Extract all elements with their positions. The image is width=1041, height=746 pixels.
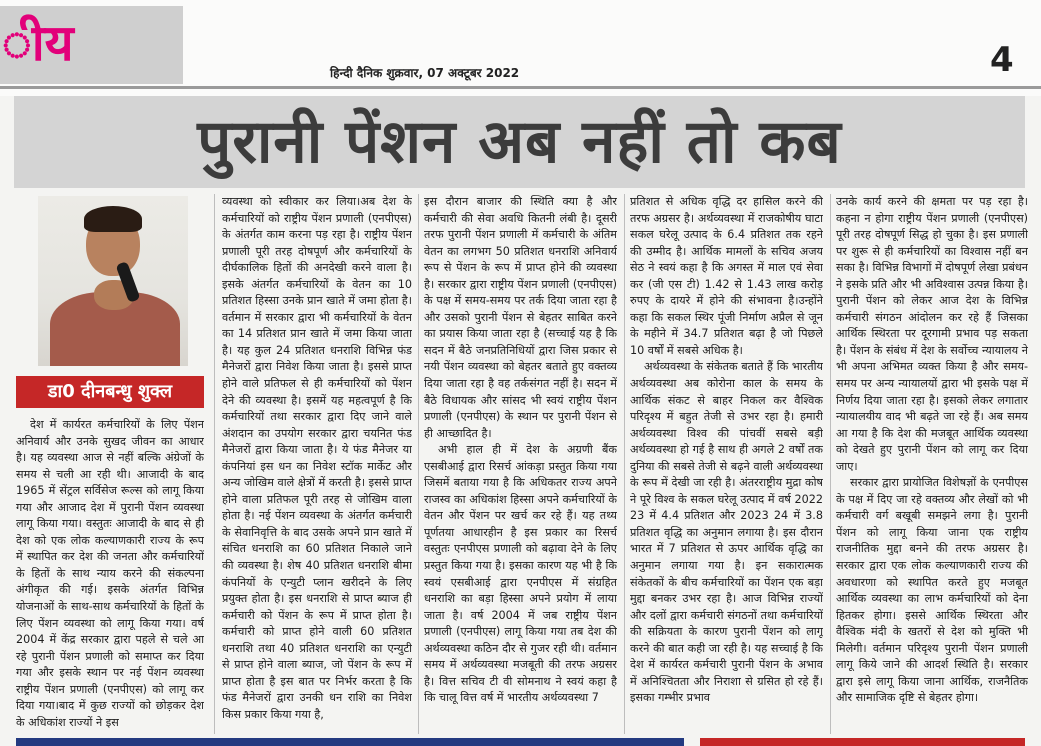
paragraph: उनके कार्य करने की क्षमता पर पड़ रहा है। कहना न होगा राष्ट्रीय पेंशन प्रणाली (एनपीएस) पूरी तरह दोषपूर्ण सिद्ध हो चुका है। इस प्रणाली पर शुरू से ही कर्मचारियों का विश्वास नहीं बन सका है। विभिन्न विभागों में दोषपूर्ण लेखा प्रबंधन ने इसके प्रति और भी अविश्वास उत्पन्न किया है। पुरानी पेंशन को लेकर आज देश के विभिन्न कर्मचारी संगठन आंदोलन कर रहे हैं जिसका आर्थिक स्थिरता पर दूरगामी प्रभाव पड़ सकता है। पेंशन के संबंध में देश के सर्वोच्च न्यायालय ने भी अपना अभिमत व्यक्त किया है और समय-समय पर अन्य न्यायालयों द्वारा भी इसके पक्ष में निर्णय दिया जाता रहा है। इसको लेकर लगातार न्यायालयीय वाद भी बढ़ते जा रहे हैं। अब समय आ गया है कि देश की मजबूत आर्थिक व्यवस्था को देखते हुए पुरानी पेंशन को लागू कर दिया जाए। xyxy=(836,195,1028,473)
author-photo-hair xyxy=(84,206,142,232)
paragraph: अर्थव्यवस्था के संकेतक बताते हैं कि भारतीय अर्थव्यवस्था अब कोरोना काल के समय के आर्थिक संकट से बाहर निकल कर वैश्विक परिदृश्य में बहुत तेजी से उभर रहा है। हमारी अर्थव्यवस्था विश्व की पांचवीं सबसे बड़ी अर्थव्यवस्था हो गई है साथ ही अगले 2 वर्षों तक दुनिया की सबसे तेजी से बढ़ने वाली अर्थव्यवस्था के रूप में देखी जा रही है। अंतरराष्ट्रीय मुद्रा कोष ने पूरे विश्व के सकल घरेलू उत्पाद में वर्ष 2022 23 में 4.4 प्रतिशत और 2023 24 में 3.8 प्रतिशत वृद्धि का अनुमान लगाया है। इस दौरान भारत में 7 प्रतिशत से ऊपर आर्थिक वृद्धि का अनुमान लगाया गया है। इन सकारात्मक संकेतकों के बीच कर्मचारियों का पेंशन एक बड़ा मुद्दा बनकर उभर रहा है। आज विभिन्न राज्यों और दलों द्वारा कर्मचारी संगठनों तथा कर्मचारियों की सक्रियता के कारण पुरानी पेंशन को लागू करने की बात कही जा रही है। यह सच्चाई है कि देश में कार्यरत कर्मचारी पुरानी पेंशन के अभाव में अनिश्चितता और निराशा से ग्रसित हो रहे हैं। इसका गम्भीर प्रभाव xyxy=(630,360,823,705)
masthead xyxy=(0,0,1041,96)
page-number: 4 xyxy=(990,40,1014,80)
paragraph: सरकार द्वारा प्रायोजित विशेषज्ञों के एनपीएस के पक्ष में दिए जा रहे वक्तव्य और लेखों को भी कर्मचारी वर्ग बखूबी समझने लगा है। पुरानी पेंशन को लागू किया जाना एक राष्ट्रीय राजनीतिक मुद्दा बनने की तरफ अग्रसर है। सरकार द्वारा एक लोक कल्याणकारी राज्य की अवधारणा को स्थापित करते हुए मजबूत आर्थिक व्यवस्था का लाभ कर्मचारियों को देना हितकर होगा। इससे आर्थिक स्थिरता और वैश्विक मंदी के खतरों से देश को मुक्ति भी मिलेगी। वर्तमान परिदृश्य पुरानी पेंशन प्रणाली लागू किये जाने की आदर्श स्थिति है। सरकार द्वारा इसे लागू किया जाना आर्थिक, राजनैतिक और सामाजिक दृष्टि से बेहतर होगा। xyxy=(836,476,1028,705)
dateline: हिन्दी दैनिक शुक्रवार, 07 अक्टूबर 2022 xyxy=(330,66,520,80)
article-column-3 xyxy=(424,194,617,740)
author-photo xyxy=(38,196,188,366)
article-column-2 xyxy=(222,194,412,740)
paragraph: व्यवस्था को स्वीकार कर लिया।अब देश के कर्मचारियों को राष्ट्रीय पेंशन प्रणाली (एनपीएस) के अंतर्गत काम करना पड़ रहा है। राष्ट्रीय पेंशन प्रणाली पूरी तरह दोषपूर्ण और कर्मचारियों के दीर्घकालिक हितों की अनदेखी करने वाला है। इसके अंतर्गत कर्मचारियों के वेतन का 10 प्रतिशत हिस्सा उनके प्रान खाते में जमा होता है। वर्तमान में सरकार द्वारा भी कर्मचारियों के वेतन का 14 प्रतिशत प्रान खाते में जमा किया जाता है। यह कुल 24 प्रतिशत धनराशि विभिन्न फंड मैनेजरों द्वारा निवेश किया जाता है। इससे प्राप्त होने वाले प्रतिफल से ही कर्मचारियों को पेंशन देने की व्यवस्था है। इसमें यह महत्वपूर्ण है कि कर्मचारियों तथा सरकार द्वारा दिए जाने वाले अंशदान का उपयोग सरकार द्वारा चयनित फंड मैनेजरों द्वारा किया जाता है। ये फंड मैनेजर या कंपनियां इस धन का निवेश स्टॉक मार्केट और अन्य जोखिम वाले क्षेत्रों में करती है। इससे प्राप्त होने वाला प्रतिफल पूरी तरह से जोखिम वाला होता है। नई पेंशन व्यवस्था के अंतर्गत कर्मचारी के सेवानिवृत्ति के बाद उसके अपने प्रान खाते में संचित धनराशि का 60 प्रतिशत निकाले जाने की व्यवस्था है। शेष 40 प्रतिशत धनराशि बीमा कंपनियों के एन्युटी प्लान खरीदने के लिए प्रयुक्त होता है। इस धनराशि से प्राप्त ब्याज ही कर्मचारी को पेंशन के रूप में प्राप्त होता है। कर्मचारी को प्राप्त होने वाली 60 प्रतिशत धनराशि तथा 40 प्रतिशत धनराशि का एन्युटी से प्राप्त होने वाला ब्याज, जो पेंशन के रूप में प्राप्त होता है इस बात पर निर्भर करता है कि फंड मैनेजरों द्वारा उनकी धन राशि का निवेश किस प्रकार किया गया है, xyxy=(222,195,412,721)
masthead-rule xyxy=(0,86,1041,89)
author-byline: डा0 दीनबन्धु शुक्ल xyxy=(16,376,204,408)
column-divider xyxy=(214,194,215,734)
column-divider xyxy=(830,194,831,734)
column-divider xyxy=(418,194,419,734)
footer-band-red xyxy=(700,738,1025,746)
paragraph: अभी हाल ही में देश के अग्रणी बैंक एसबीआई द्वारा रिसर्च आंकड़ा प्रस्तुत किया गया जिसमें बताया गया है कि अधिकतर राज्य अपने राजस्व का अधिकांश हिस्सा अपने कर्मचारियों के वेतन और पेंशन पर खर्च कर रहे हैं। यह तथ्य पूर्णतया आधारहीन है इस प्रकार का रिसर्च वस्तुतः एनपीएस प्रणाली को बढ़ावा देने के लिए प्रस्तुत किया गया है। इसका कारण यह भी है कि स्वयं एसबीआई द्वारा एनपीएस में संग्रहित धनराशि का बड़ा हिस्सा अपने प्रयोग में लाया जाता है। वर्ष 2004 में जब राष्ट्रीय पेंशन प्रणाली (एनपीएस) लागू किया गया तब देश की अर्थव्यवस्था कठिन दौर से गुजर रही थी। वर्तमान समय में अर्थव्यवस्था मजबूती की तरफ अग्रसर है। वित्त सचिव टी वी सोमनाथ ने स्वयं कहा है कि चालू वित्त वर्ष में भारतीय अर्थव्यवस्था 7 xyxy=(424,443,617,705)
paragraph: प्रतिशत से अधिक वृद्धि दर हासिल करने की तरफ अग्रसर है। अर्थव्यवस्था में राजकोषीय घाटा सकल घरेलू उत्पाद के 6.4 प्रतिशत तक रहने की उम्मीद है। आर्थिक मामलों के सचिव अजय सेठ ने स्वयं कहा है कि अगस्त में माल एवं सेवा कर (जी एस टी) 1.42 से 1.43 लाख करोड़ रुपए के दायरे में होने की संभावना है।उन्होंने कहा कि सकल स्थिर पूंजी निर्माण अप्रैल से जून के महीने में 34.7 प्रतिशत बढ़ा है जो पिछले 10 वर्षों में सबसे अधिक है। xyxy=(630,195,823,357)
article-column-4 xyxy=(630,194,823,740)
footer-band-blue xyxy=(16,738,684,746)
section-brand-box xyxy=(0,6,183,84)
article-column-1 xyxy=(16,417,204,741)
headline-band xyxy=(14,96,1025,188)
section-name-fragment: ीय xyxy=(2,14,74,72)
paragraph: इस दौरान बाजार की स्थिति क्या है और कर्मचारी की सेवा अवधि कितनी लंबी है। दूसरी तरफ पुरानी पेंशन प्रणाली में कर्मचारी के अंतिम वेतन का लगभग 50 प्रतिशत धनराशि अनिवार्य रूप से पेंशन के रूप में प्राप्त होने की व्यवस्था है। सरकार द्वारा राष्ट्रीय पेंशन प्रणाली (एनपीएस) के पक्ष में समय-समय पर तर्क दिया जाता रहा है और उसको पुरानी पेंशन से बेहतर साबित करने का प्रयास किया जाता रहा है (सच्चाई यह है कि सदन में बैठे जनप्रतिनिधियों द्वारा जिस प्रकार से नयी पेंशन व्यवस्था को बेहतर बताते हुए वक्तव्य दिया जाता रहा है वह तर्कसंगत नहीं है। सदन में बैठे विधायक और सांसद भी स्वयं राष्ट्रीय पेंशन प्रणाली (एनपीएस) के स्थान पर पुरानी पेंशन से ही आच्छादित है। xyxy=(424,195,617,440)
article-column-5 xyxy=(836,194,1028,740)
column-divider xyxy=(624,194,625,734)
article-headline: पुरानी पेंशन अब नहीं तो कब xyxy=(197,107,842,177)
paragraph: देश में कार्यरत कर्मचारियों के लिए पेंशन अनिवार्य और उनके सुखद जीवन का आधार है। यह व्यवस्था आज से नहीं बल्कि अंग्रेजों के समय से चली आ रही थी। आजादी के बाद 1965 में सेंट्रल सर्विसेज रूल्स को लागू किया गया और आजाद देश में पुरानी पेंशन व्यवस्था लागू किया गया। वस्तुतः आजादी के बाद से ही देश को एक लोक कल्याणकारी राज्य के रूप में स्थापित कर देश की जनता और कर्मचारियों के हितों के साथ न्याय करने की संकल्पना अंगीकृत की गई। इसके अंतर्गत विभिन्न योजनाओं के साथ-साथ कर्मचारियों के हितों के लिए पेंशन व्यवस्था को लागू किया गया। वर्ष 2004 में केंद्र सरकार द्वारा पहले से चले आ रहे पुरानी पेंशन प्रणाली को समाप्त कर दिया गया और इसके स्थान पर नई पेंशन व्यवस्था राष्ट्रीय पेंशन प्रणाली (एनपीएस) को लागू कर दिया गया।बाद में कुछ राज्यों को छोड़कर देश के अधिकांश राज्यों ने इस xyxy=(16,418,204,729)
